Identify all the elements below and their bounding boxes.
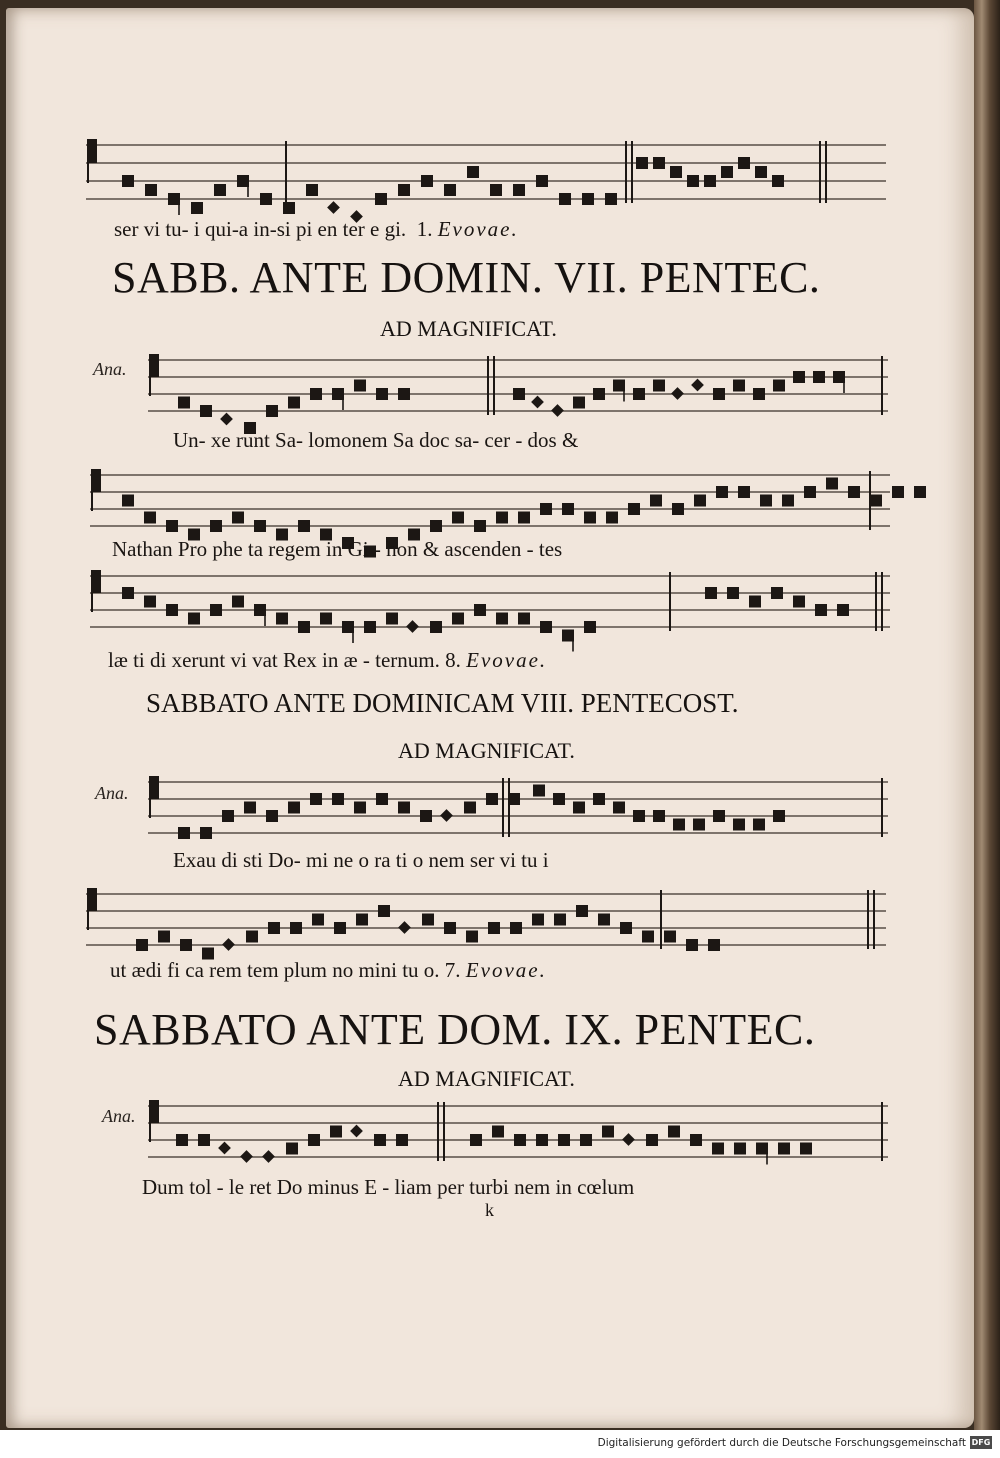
square-note — [727, 587, 739, 599]
square-note — [837, 604, 849, 616]
square-note — [620, 922, 632, 934]
lyric-line-5: Exau di sti Do- mi ne o ra ti o nem ser vi tu i — [173, 848, 549, 872]
square-note — [398, 388, 410, 400]
square-note — [332, 388, 344, 400]
square-note — [286, 1143, 298, 1155]
square-note — [532, 914, 544, 926]
square-note — [826, 478, 838, 490]
square-note — [892, 486, 904, 498]
square-note — [144, 512, 156, 524]
square-note — [306, 184, 318, 196]
square-note — [310, 388, 322, 400]
square-note — [513, 184, 525, 196]
heading-sabbato-ix: SABBATO ANTE DOM. IX. PENTEC. — [94, 1005, 816, 1054]
square-note — [738, 486, 750, 498]
clef-mark — [150, 776, 159, 799]
square-note — [354, 802, 366, 814]
square-note — [772, 175, 784, 187]
rhombus-note — [222, 938, 235, 951]
square-note — [232, 512, 244, 524]
square-note — [704, 175, 716, 187]
square-note — [144, 596, 156, 608]
lyric-line-4: læ ti di xerunt vi vat Rex in æ - ternum. 8. Evovae. — [108, 648, 548, 672]
square-note — [584, 621, 596, 633]
square-note — [755, 166, 767, 178]
square-note — [602, 1126, 614, 1138]
square-note — [452, 512, 464, 524]
clef-mark — [92, 469, 101, 492]
rhombus-note — [218, 1142, 231, 1155]
antiphon-label-1: Ana. — [93, 359, 127, 379]
square-note — [200, 827, 212, 839]
square-note — [673, 819, 685, 831]
chant-staff-3 — [90, 467, 890, 537]
dfg-logo-icon: DFG — [971, 1438, 991, 1447]
rhombus-note — [262, 1150, 275, 1163]
square-note — [191, 202, 203, 214]
square-note — [430, 520, 442, 532]
heading-sabbato-viii: SABBATO ANTE DOMINICAM VIII. PENTECOST. — [146, 688, 739, 718]
square-note — [668, 1126, 680, 1138]
square-note — [593, 388, 605, 400]
clef-mark — [88, 139, 97, 163]
square-note — [276, 613, 288, 625]
square-note — [593, 793, 605, 805]
square-note — [288, 397, 300, 409]
square-note — [782, 495, 794, 507]
square-note — [310, 793, 322, 805]
chant-staff-7 — [148, 1098, 888, 1168]
square-note — [200, 405, 212, 417]
square-note — [721, 166, 733, 178]
square-note — [166, 520, 178, 532]
clef-mark — [88, 888, 97, 911]
square-note — [573, 802, 585, 814]
square-note — [188, 613, 200, 625]
square-note — [178, 397, 190, 409]
book-edge — [974, 0, 1000, 1430]
square-note — [396, 1134, 408, 1146]
square-note — [738, 157, 750, 169]
square-note — [653, 157, 665, 169]
square-note — [260, 193, 272, 205]
square-note — [444, 922, 456, 934]
rhombus-note — [240, 1150, 253, 1163]
square-note — [833, 371, 845, 383]
square-note — [398, 802, 410, 814]
square-note — [283, 202, 295, 214]
square-note — [800, 1143, 812, 1155]
square-note — [136, 939, 148, 951]
square-note — [815, 604, 827, 616]
square-note — [733, 380, 745, 392]
rhombus-note — [622, 1133, 635, 1146]
rhombus-note — [440, 809, 453, 822]
square-note — [354, 380, 366, 392]
square-note — [753, 819, 765, 831]
lyric-line-7: Dum tol - le ret Do minus E - liam per turbi nem in cœlum — [142, 1175, 635, 1199]
square-note — [650, 495, 662, 507]
square-note — [582, 193, 594, 205]
square-note — [176, 1134, 188, 1146]
square-note — [342, 621, 354, 633]
rhombus-note — [398, 921, 411, 934]
square-note — [580, 1134, 592, 1146]
square-note — [553, 793, 565, 805]
square-note — [708, 939, 720, 951]
square-note — [628, 503, 640, 515]
square-note — [573, 397, 585, 409]
square-note — [198, 1134, 210, 1146]
square-note — [210, 520, 222, 532]
square-note — [474, 604, 486, 616]
square-note — [375, 193, 387, 205]
square-note — [536, 175, 548, 187]
lyric-line-6: ut ædi fi ca rem tem plum no mini tu o. 7. Evovae. — [110, 958, 547, 982]
square-note — [490, 184, 502, 196]
square-note — [376, 388, 388, 400]
square-note — [288, 802, 300, 814]
square-note — [420, 810, 432, 822]
square-note — [687, 175, 699, 187]
square-note — [122, 495, 134, 507]
square-note — [633, 388, 645, 400]
square-note — [430, 621, 442, 633]
square-note — [540, 621, 552, 633]
square-note — [554, 914, 566, 926]
square-note — [686, 939, 698, 951]
square-note — [533, 785, 545, 797]
lyric-line-2: Un- xe runt Sa- lomonem Sa doc sa- cer - dos & — [173, 428, 579, 452]
square-note — [444, 184, 456, 196]
clef-mark — [150, 354, 159, 377]
square-note — [712, 1143, 724, 1155]
square-note — [793, 371, 805, 383]
square-note — [613, 802, 625, 814]
square-note — [334, 922, 346, 934]
rhombus-note — [327, 201, 340, 214]
square-note — [214, 184, 226, 196]
square-note — [254, 604, 266, 616]
square-note — [606, 512, 618, 524]
square-note — [254, 520, 266, 532]
square-note — [268, 922, 280, 934]
square-note — [496, 512, 508, 524]
clef-mark — [150, 1100, 159, 1123]
square-note — [756, 1143, 768, 1155]
square-note — [716, 486, 728, 498]
square-note — [705, 587, 717, 599]
antiphon-label-3: Ana. — [102, 1106, 136, 1126]
square-note — [672, 503, 684, 515]
square-note — [734, 1143, 746, 1155]
square-note — [492, 1126, 504, 1138]
square-note — [180, 939, 192, 951]
square-note — [653, 380, 665, 392]
square-note — [330, 1126, 342, 1138]
square-note — [584, 512, 596, 524]
square-note — [793, 596, 805, 608]
square-note — [145, 184, 157, 196]
square-note — [605, 193, 617, 205]
rhombus-note — [406, 620, 419, 633]
square-note — [178, 827, 190, 839]
chant-staff-2 — [148, 352, 888, 422]
square-note — [320, 613, 332, 625]
square-note — [653, 810, 665, 822]
dfg-credit: Digitalisierung gefördert durch die Deutsche Forschungsgemeinschaft — [597, 1437, 966, 1449]
rhombus-note — [551, 404, 564, 417]
square-note — [244, 802, 256, 814]
square-note — [312, 914, 324, 926]
square-note — [266, 405, 278, 417]
square-note — [378, 905, 390, 917]
square-note — [713, 810, 725, 822]
rhombus-note — [350, 1125, 363, 1138]
square-note — [364, 621, 376, 633]
square-note — [514, 1134, 526, 1146]
square-note — [496, 613, 508, 625]
square-note — [713, 388, 725, 400]
square-note — [266, 810, 278, 822]
square-note — [376, 793, 388, 805]
square-note — [562, 503, 574, 515]
square-note — [508, 793, 520, 805]
square-note — [804, 486, 816, 498]
square-note — [540, 503, 552, 515]
square-note — [421, 175, 433, 187]
square-note — [222, 810, 234, 822]
square-note — [488, 922, 500, 934]
square-note — [670, 166, 682, 178]
square-note — [633, 810, 645, 822]
square-note — [914, 486, 926, 498]
signature-mark: k — [485, 1200, 494, 1220]
subheading-magnificat-2: AD MAGNIFICAT. — [398, 738, 575, 763]
square-note — [210, 604, 222, 616]
lyric-line-1: ser vi tu- i qui-a in-si pi en ter e gi. 1. Evovae. — [114, 217, 519, 241]
square-note — [518, 512, 530, 524]
square-note — [158, 931, 170, 943]
clef-mark — [92, 570, 101, 593]
square-note — [753, 388, 765, 400]
square-note — [122, 175, 134, 187]
square-note — [422, 914, 434, 926]
square-note — [771, 587, 783, 599]
square-note — [870, 495, 882, 507]
square-note — [122, 587, 134, 599]
chant-staff-4 — [90, 568, 890, 638]
square-note — [298, 520, 310, 532]
square-note — [642, 931, 654, 943]
square-note — [168, 193, 180, 205]
square-note — [848, 486, 860, 498]
subheading-magnificat-3: AD MAGNIFICAT. — [398, 1066, 575, 1091]
square-note — [518, 613, 530, 625]
square-note — [694, 495, 706, 507]
chant-staff-1 — [86, 137, 886, 217]
square-note — [474, 520, 486, 532]
lyric-line-3: Nathan Pro phe ta regem in Gi - hon & ascenden - tes — [112, 537, 563, 561]
square-note — [246, 931, 258, 943]
square-note — [646, 1134, 658, 1146]
square-note — [636, 157, 648, 169]
rhombus-note — [531, 396, 544, 409]
chant-staff-6 — [86, 886, 886, 956]
rhombus-note — [691, 379, 704, 392]
square-note — [486, 793, 498, 805]
square-note — [559, 193, 571, 205]
square-note — [693, 819, 705, 831]
square-note — [749, 596, 761, 608]
square-note — [398, 184, 410, 196]
square-note — [613, 380, 625, 392]
square-note — [598, 914, 610, 926]
subheading-magnificat-1: AD MAGNIFICAT. — [380, 316, 557, 341]
square-note — [232, 596, 244, 608]
square-note — [464, 802, 476, 814]
chant-staff-5 — [148, 774, 888, 844]
antiphon-label-2: Ana. — [95, 783, 129, 803]
rhombus-note — [671, 387, 684, 400]
square-note — [386, 613, 398, 625]
square-note — [308, 1134, 320, 1146]
square-note — [237, 175, 249, 187]
square-note — [298, 621, 310, 633]
heading-sabb-vii: SABB. ANTE DOMIN. VII. PENTEC. — [112, 253, 821, 302]
square-note — [664, 931, 676, 943]
square-note — [813, 371, 825, 383]
square-note — [778, 1143, 790, 1155]
square-note — [356, 914, 368, 926]
square-note — [690, 1134, 702, 1146]
square-note — [773, 380, 785, 392]
square-note — [466, 931, 478, 943]
square-note — [374, 1134, 386, 1146]
square-note — [562, 630, 574, 642]
square-note — [332, 793, 344, 805]
square-note — [760, 495, 772, 507]
square-note — [510, 922, 522, 934]
square-note — [290, 922, 302, 934]
square-note — [733, 819, 745, 831]
square-note — [773, 810, 785, 822]
square-note — [558, 1134, 570, 1146]
square-note — [536, 1134, 548, 1146]
square-note — [470, 1134, 482, 1146]
square-note — [452, 613, 464, 625]
square-note — [467, 166, 479, 178]
square-note — [513, 388, 525, 400]
square-note — [576, 905, 588, 917]
square-note — [166, 604, 178, 616]
